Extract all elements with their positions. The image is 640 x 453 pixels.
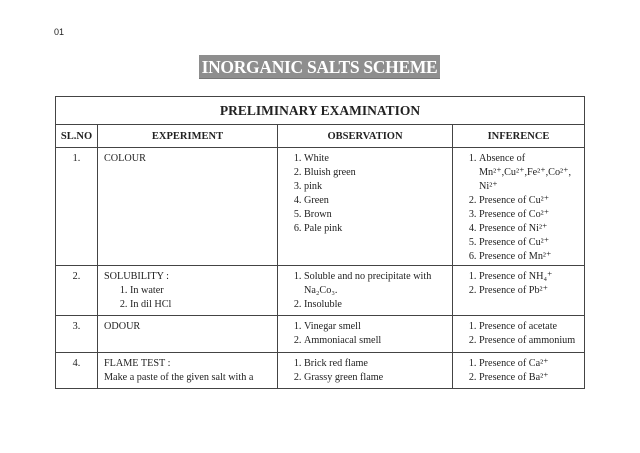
inference-item: 1. Presence of Ca²⁺ (479, 357, 584, 371)
experiment-name: ODOUR (104, 321, 141, 332)
observation-item: 1. White (304, 152, 452, 166)
sl-no: 3. (56, 316, 98, 353)
experiment-cell (98, 316, 278, 353)
experiment-note: Make a paste of the given salt with a (104, 372, 254, 383)
experiment-cell (98, 353, 278, 389)
observation-cell (278, 316, 453, 353)
observation-item: 3. pink (304, 180, 452, 194)
inference-item: 2. Presence of Ba²⁺ (479, 371, 584, 385)
preliminary-examination-table (55, 96, 585, 389)
header-experiment: EXPERIMENT (98, 125, 278, 148)
inference-cell (453, 316, 585, 353)
observation-item: 2. Insoluble (304, 298, 452, 312)
inference-cell (453, 266, 585, 316)
experiment-substep: 1. In water (130, 284, 277, 298)
section-title: PRELIMINARY EXAMINATION (56, 97, 585, 125)
table-row (56, 353, 585, 389)
document-title: INORGANIC SALTS SCHEME (199, 55, 440, 79)
observation-item: 2. Ammoniacal smell (304, 334, 452, 348)
experiment-substep: 2. In dil HCl (130, 298, 277, 312)
observation-item: 5. Brown (304, 208, 452, 222)
observation-cell (278, 148, 453, 266)
inference-item: 3. Presence of Co²⁺ (479, 208, 584, 222)
inference-item: 2. Presence of Cu²⁺ (479, 194, 584, 208)
inference-item: 2. Presence of ammonium (479, 334, 584, 348)
inference-item: 5. Presence of Cu²⁺ (479, 236, 584, 250)
inference-cell (453, 353, 585, 389)
table-row (56, 148, 585, 266)
experiment-name: FLAME TEST : (104, 358, 171, 369)
inference-item: 1. Absence of Mn²⁺,Cu²⁺,Fe²⁺,Co²⁺, Ni²⁺ (479, 152, 584, 194)
observation-item: 1. Vinegar smell (304, 320, 452, 334)
table-row (56, 316, 585, 353)
observation-item: 1. Brick red flame (304, 357, 452, 371)
inference-item: 4. Presence of Ni²⁺ (479, 222, 584, 236)
experiment-name: COLOUR (104, 153, 146, 164)
observation-item: 6. Pale pink (304, 222, 452, 236)
inference-item: 1. Presence of NH₄⁺ (479, 270, 584, 284)
header-inference: INFERENCE (453, 125, 585, 148)
experiment-cell (98, 266, 278, 316)
experiment-name: SOLUBILITY : (104, 271, 169, 282)
header-observation: OBSERVATION (278, 125, 453, 148)
header-slno: SL.NO (56, 125, 98, 148)
observation-cell (278, 266, 453, 316)
inference-item: 1. Presence of acetate (479, 320, 584, 334)
observation-item: 4. Green (304, 194, 452, 208)
observation-item: 2. Bluish green (304, 166, 452, 180)
table-row (56, 266, 585, 316)
observation-item: 2. Grassy green flame (304, 371, 452, 385)
observation-cell (278, 353, 453, 389)
inference-item: 6. Presence of Mn²⁺ (479, 250, 584, 264)
experiment-cell (98, 148, 278, 266)
page-number: 01 (54, 27, 65, 37)
sl-no: 2. (56, 266, 98, 316)
inference-cell (453, 148, 585, 266)
observation-item: 1. Soluble and no precipitate with Na₂Co₃. (304, 270, 452, 298)
sl-no: 4. (56, 353, 98, 389)
sl-no: 1. (56, 148, 98, 266)
inference-item: 2. Presence of Pb²⁺ (479, 284, 584, 298)
